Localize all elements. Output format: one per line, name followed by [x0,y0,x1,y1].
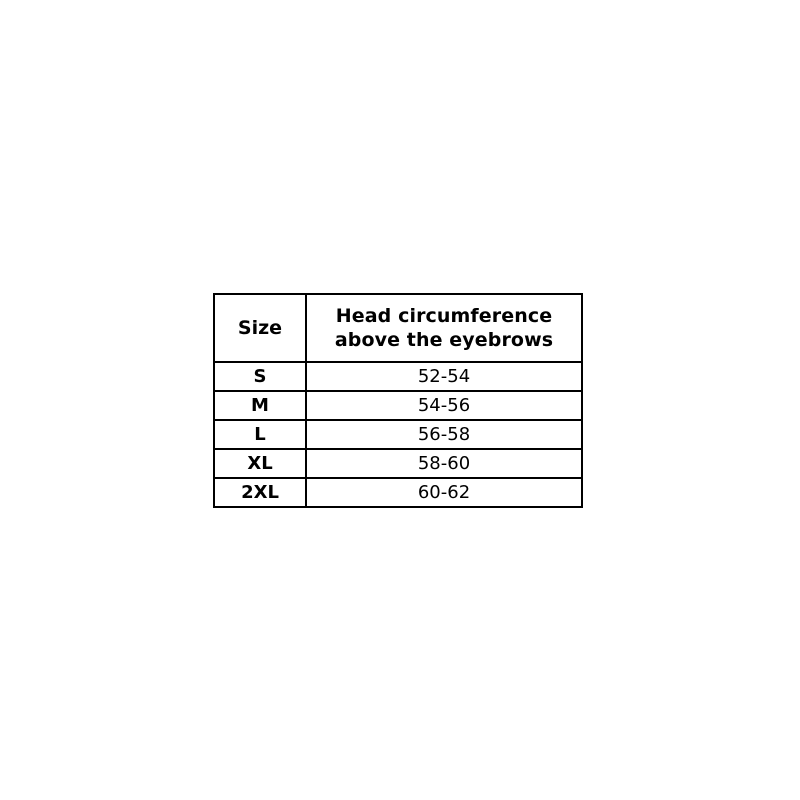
table-row [214,391,582,420]
cell-size: M [214,391,306,420]
cell-size: 2XL [214,478,306,507]
cell-circumference: 60-62 [306,478,582,507]
cell-circumference: 58-60 [306,449,582,478]
table-row [214,449,582,478]
cell-size: S [214,362,306,391]
table-row [214,420,582,449]
size-chart-container [213,293,581,508]
header-size: Size [214,294,306,362]
header-circumference-line1: Head circumference [335,305,553,327]
header-circumference-line2: above the eyebrows [334,329,554,351]
cell-size: L [214,420,306,449]
cell-circumference: 56-58 [306,420,582,449]
size-chart-table [213,293,583,508]
cell-size: XL [214,449,306,478]
cell-circumference: 52-54 [306,362,582,391]
table-header-row [214,294,582,362]
table-row [214,478,582,507]
table-row [214,362,582,391]
cell-circumference: 54-56 [306,391,582,420]
header-head-circumference [306,294,582,362]
